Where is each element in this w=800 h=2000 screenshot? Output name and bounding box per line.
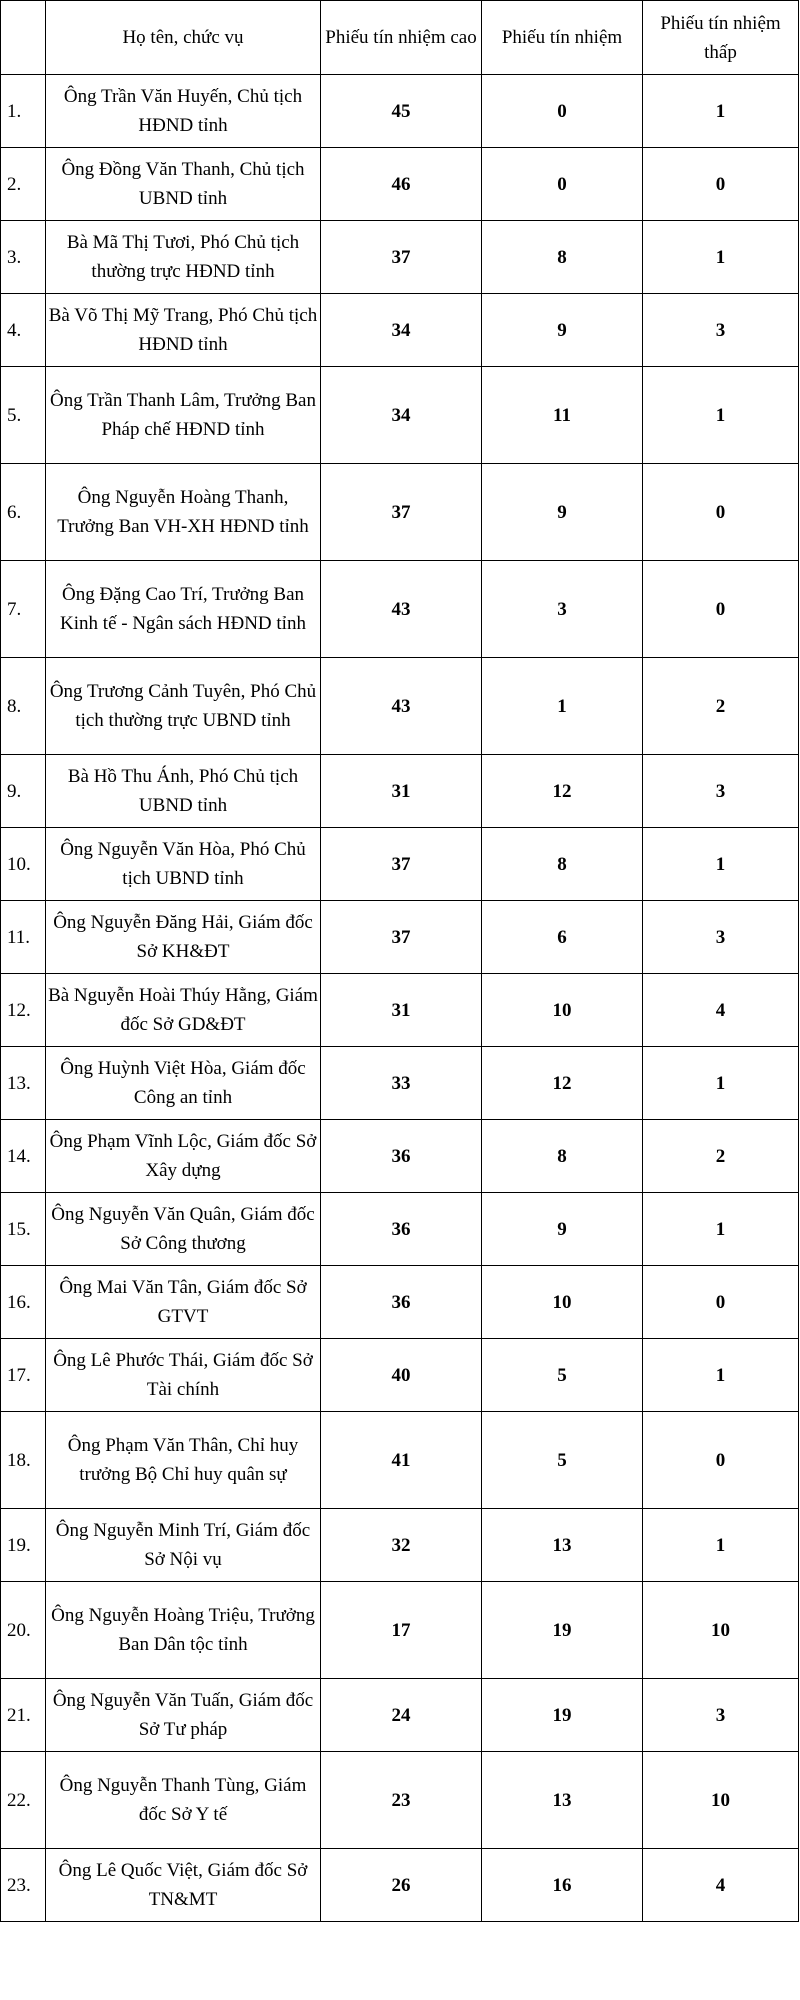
official-name: Ông Nguyễn Văn Quân, Giám đốc Sở Công thương [46, 1193, 321, 1266]
row-index: 14. [1, 1120, 46, 1193]
low-confidence-count: 1 [643, 1193, 799, 1266]
high-confidence-count: 32 [321, 1509, 482, 1582]
header-confidence: Phiếu tín nhiệm [482, 1, 643, 75]
table-row [1, 294, 799, 367]
row-index: 11. [1, 901, 46, 974]
row-index: 13. [1, 1047, 46, 1120]
low-confidence-count: 1 [643, 1047, 799, 1120]
official-name: Ông Huỳnh Việt Hòa, Giám đốc Công an tỉnh [46, 1047, 321, 1120]
table-row [1, 974, 799, 1047]
low-confidence-count: 4 [643, 1849, 799, 1922]
confidence-count: 5 [482, 1412, 643, 1509]
confidence-count: 8 [482, 828, 643, 901]
high-confidence-count: 17 [321, 1582, 482, 1679]
high-confidence-count: 41 [321, 1412, 482, 1509]
high-confidence-count: 36 [321, 1193, 482, 1266]
row-index: 1. [1, 75, 46, 148]
table-row [1, 658, 799, 755]
confidence-count: 9 [482, 464, 643, 561]
low-confidence-count: 3 [643, 1679, 799, 1752]
table-row [1, 464, 799, 561]
high-confidence-count: 33 [321, 1047, 482, 1120]
table-row [1, 1339, 799, 1412]
official-name: Ông Nguyễn Văn Hòa, Phó Chủ tịch UBND tỉnh [46, 828, 321, 901]
high-confidence-count: 23 [321, 1752, 482, 1849]
official-name: Ông Mai Văn Tân, Giám đốc Sở GTVT [46, 1266, 321, 1339]
confidence-count: 19 [482, 1679, 643, 1752]
confidence-count: 16 [482, 1849, 643, 1922]
table-row [1, 561, 799, 658]
header-high-confidence: Phiếu tín nhiệm cao [321, 1, 482, 75]
row-index: 9. [1, 755, 46, 828]
high-confidence-count: 37 [321, 828, 482, 901]
row-index: 23. [1, 1849, 46, 1922]
official-name: Ông Trương Cảnh Tuyên, Phó Chủ tịch thường trực UBND tỉnh [46, 658, 321, 755]
confidence-count: 19 [482, 1582, 643, 1679]
official-name: Ông Đặng Cao Trí, Trưởng Ban Kinh tế - Ngân sách HĐND tỉnh [46, 561, 321, 658]
official-name: Ông Lê Quốc Việt, Giám đốc Sở TN&MT [46, 1849, 321, 1922]
high-confidence-count: 31 [321, 755, 482, 828]
confidence-count: 1 [482, 658, 643, 755]
high-confidence-count: 45 [321, 75, 482, 148]
low-confidence-count: 3 [643, 294, 799, 367]
low-confidence-count: 2 [643, 658, 799, 755]
low-confidence-count: 0 [643, 561, 799, 658]
official-name: Bà Võ Thị Mỹ Trang, Phó Chủ tịch HĐND tỉnh [46, 294, 321, 367]
confidence-count: 5 [482, 1339, 643, 1412]
table-row [1, 148, 799, 221]
high-confidence-count: 43 [321, 658, 482, 755]
table-row [1, 75, 799, 148]
header-row [1, 1, 799, 75]
high-confidence-count: 37 [321, 221, 482, 294]
table-row [1, 1266, 799, 1339]
official-name: Ông Nguyễn Hoàng Thanh, Trưởng Ban VH-XH HĐND tỉnh [46, 464, 321, 561]
row-index: 19. [1, 1509, 46, 1582]
table-row [1, 755, 799, 828]
confidence-count: 6 [482, 901, 643, 974]
header-low-confidence: Phiếu tín nhiệm thấp [643, 1, 799, 75]
table-row [1, 1849, 799, 1922]
high-confidence-count: 36 [321, 1120, 482, 1193]
row-index: 18. [1, 1412, 46, 1509]
table-row [1, 1193, 799, 1266]
official-name: Ông Phạm Văn Thân, Chỉ huy trưởng Bộ Chỉ huy quân sự [46, 1412, 321, 1509]
table-row [1, 1509, 799, 1582]
low-confidence-count: 1 [643, 1339, 799, 1412]
low-confidence-count: 0 [643, 464, 799, 561]
row-index: 7. [1, 561, 46, 658]
high-confidence-count: 26 [321, 1849, 482, 1922]
low-confidence-count: 1 [643, 1509, 799, 1582]
high-confidence-count: 40 [321, 1339, 482, 1412]
official-name: Ông Trần Văn Huyến, Chủ tịch HĐND tỉnh [46, 75, 321, 148]
low-confidence-count: 1 [643, 367, 799, 464]
row-index: 2. [1, 148, 46, 221]
low-confidence-count: 3 [643, 755, 799, 828]
row-index: 10. [1, 828, 46, 901]
low-confidence-count: 3 [643, 901, 799, 974]
confidence-count: 12 [482, 755, 643, 828]
confidence-count: 9 [482, 1193, 643, 1266]
table-row [1, 1047, 799, 1120]
table-row [1, 367, 799, 464]
low-confidence-count: 1 [643, 75, 799, 148]
confidence-count: 12 [482, 1047, 643, 1120]
low-confidence-count: 4 [643, 974, 799, 1047]
row-index: 12. [1, 974, 46, 1047]
table-row [1, 901, 799, 974]
row-index: 17. [1, 1339, 46, 1412]
confidence-count: 13 [482, 1509, 643, 1582]
row-index: 15. [1, 1193, 46, 1266]
official-name: Ông Nguyễn Minh Trí, Giám đốc Sở Nội vụ [46, 1509, 321, 1582]
official-name: Ông Nguyễn Thanh Tùng, Giám đốc Sở Y tế [46, 1752, 321, 1849]
header-index [1, 1, 46, 75]
high-confidence-count: 37 [321, 901, 482, 974]
official-name: Ông Đồng Văn Thanh, Chủ tịch UBND tỉnh [46, 148, 321, 221]
high-confidence-count: 34 [321, 294, 482, 367]
row-index: 20. [1, 1582, 46, 1679]
row-index: 6. [1, 464, 46, 561]
high-confidence-count: 46 [321, 148, 482, 221]
header-name: Họ tên, chức vụ [46, 1, 321, 75]
low-confidence-count: 0 [643, 1266, 799, 1339]
official-name: Ông Phạm Vĩnh Lộc, Giám đốc Sở Xây dựng [46, 1120, 321, 1193]
low-confidence-count: 10 [643, 1752, 799, 1849]
table-row [1, 828, 799, 901]
confidence-count: 8 [482, 1120, 643, 1193]
official-name: Ông Nguyễn Đăng Hải, Giám đốc Sở KH&ĐT [46, 901, 321, 974]
confidence-count: 3 [482, 561, 643, 658]
high-confidence-count: 36 [321, 1266, 482, 1339]
low-confidence-count: 1 [643, 221, 799, 294]
high-confidence-count: 24 [321, 1679, 482, 1752]
low-confidence-count: 0 [643, 1412, 799, 1509]
official-name: Ông Lê Phước Thái, Giám đốc Sở Tài chính [46, 1339, 321, 1412]
low-confidence-count: 1 [643, 828, 799, 901]
confidence-count: 11 [482, 367, 643, 464]
row-index: 4. [1, 294, 46, 367]
confidence-count: 10 [482, 974, 643, 1047]
table-row [1, 1679, 799, 1752]
official-name: Ông Nguyễn Hoàng Triệu, Trưởng Ban Dân tộc tỉnh [46, 1582, 321, 1679]
confidence-count: 13 [482, 1752, 643, 1849]
row-index: 22. [1, 1752, 46, 1849]
row-index: 21. [1, 1679, 46, 1752]
table-row [1, 1120, 799, 1193]
row-index: 5. [1, 367, 46, 464]
low-confidence-count: 0 [643, 148, 799, 221]
low-confidence-count: 2 [643, 1120, 799, 1193]
row-index: 16. [1, 1266, 46, 1339]
high-confidence-count: 31 [321, 974, 482, 1047]
official-name: Bà Hồ Thu Ánh, Phó Chủ tịch UBND tỉnh [46, 755, 321, 828]
confidence-count: 0 [482, 148, 643, 221]
confidence-count: 8 [482, 221, 643, 294]
row-index: 8. [1, 658, 46, 755]
confidence-count: 10 [482, 1266, 643, 1339]
table-row [1, 1582, 799, 1679]
row-index: 3. [1, 221, 46, 294]
table-row [1, 1752, 799, 1849]
table-row [1, 221, 799, 294]
official-name: Bà Nguyễn Hoài Thúy Hằng, Giám đốc Sở GD&ĐT [46, 974, 321, 1047]
confidence-count: 9 [482, 294, 643, 367]
low-confidence-count: 10 [643, 1582, 799, 1679]
official-name: Ông Nguyễn Văn Tuấn, Giám đốc Sở Tư pháp [46, 1679, 321, 1752]
high-confidence-count: 43 [321, 561, 482, 658]
table-row [1, 1412, 799, 1509]
high-confidence-count: 34 [321, 367, 482, 464]
official-name: Ông Trần Thanh Lâm, Trưởng Ban Pháp chế HĐND tỉnh [46, 367, 321, 464]
confidence-count: 0 [482, 75, 643, 148]
high-confidence-count: 37 [321, 464, 482, 561]
official-name: Bà Mã Thị Tươi, Phó Chủ tịch thường trực HĐND tỉnh [46, 221, 321, 294]
